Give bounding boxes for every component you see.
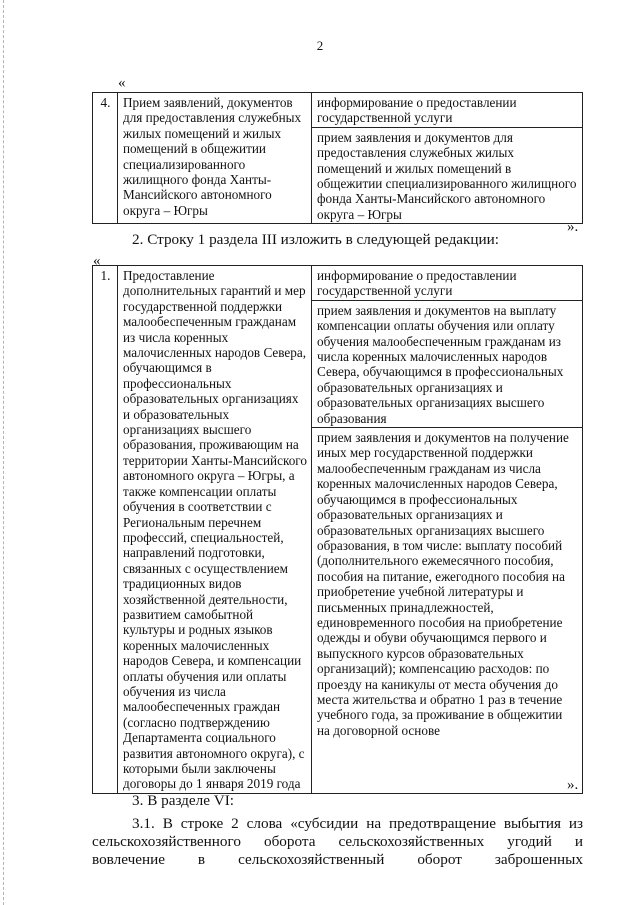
opening-quote: «: [93, 253, 101, 269]
table-row: [93, 266, 583, 794]
sub-services-cell: [312, 93, 583, 224]
page-number: 2: [316, 38, 324, 53]
sub-service-item: информирование о предоставлении государственной услуги: [317, 95, 517, 126]
paragraph-3: 3. В разделе VI:: [132, 792, 235, 809]
paragraph-line: 3.1. В строке 2 слова «субсидии на предотвращение выбытия из: [132, 815, 583, 832]
paragraph-line: вовлечение в сельскохозяйственный оборот заброшенных: [92, 851, 583, 868]
service-name: Прием заявлений, документов для предоставления служебных жилых помещений и жилых помещений в общежитии специализированного жилищного фонда Ханты-Мансийского автономного округа – Югры: [118, 93, 312, 224]
opening-quote: «: [118, 75, 126, 91]
paragraph-line: сельскохозяйственного оборота сельскохозяйственных угодий и: [92, 833, 583, 850]
closing-quote: ».: [567, 219, 579, 235]
sub-services-cell: [312, 266, 583, 794]
table-service-4: [92, 92, 583, 224]
paragraph-3-1: [92, 815, 583, 869]
row-number: 4.: [93, 93, 118, 224]
sub-service-item: прием заявления и документов на выплату компенсации оплаты обучения или оплату обучения малообеспеченным гражданам из числа коренных малочисленных народов Севера, обучающимся в профессиональных образовательных организациях и образовательных организациях высшего образования: [312, 300, 582, 427]
sub-service-item: прием заявления и документов для предоставления служебных жилых помещений и жилых помещений в общежитии специализированного жилищного фонда Ханты-Мансийского автономного округа – Югры: [312, 127, 582, 223]
paragraph-2: 2. Строку 1 раздела III изложить в следующей редакции:: [132, 231, 500, 248]
sub-service-item: информирование о предоставлении государственной услуги: [317, 268, 517, 299]
table-row: [93, 93, 583, 224]
closing-quote: ».: [567, 777, 579, 793]
scan-edge-line: [3, 0, 4, 905]
service-name: Предоставление дополнительных гарантий и мер государственной поддержки малообеспеченным гражданам из числа коренных малочисленных народов Севера, обучающимся в профессиональных образовательных организациях и образовательных организациях высшего образования, проживающим на территории Ханты-Мансийского автономного округа – Югры, а также компенсации оплаты обучения в соответствии с Региональным перечнем профессий, специальностей, направлений подготовки, связанных с осуществлением традиционных видов хозяйственной деятельности, развитием самобытной культуры и родных языков коренных малочисленных народов Севера, и компенсации оплаты обучения или оплаты обучения из числа малообеспеченных граждан (согласно подтверждению Департамента социального развития автономного округа), с которыми были заключены договоры до 1 января 2019 года: [118, 266, 312, 794]
row-number: 1.: [93, 266, 118, 794]
sub-service-item: прием заявления и документов на получение иных мер государственной поддержки малообеспеченным гражданам из числа коренных малочисленных народов Севера, обучающимся в профессиональных образовательных организациях и образовательных организациях высшего образования, в том числе: выплату пособий (дополнительного ежемесячного пособия, пособия на питание, ежегодного пособия на приобретение учебной литературы и письменных принадлежностей, единовременного пособия на приобретение одежды и обуви обучающимся первого и выпускного курсов образовательных организаций); компенсацию расходов: по проезду на каникулы от места обучения до места жительства и обратно 1 раз в течение учебного года, за проживание в общежитии на договорной основе: [312, 427, 582, 739]
table-section-3-row-1: [92, 265, 583, 794]
